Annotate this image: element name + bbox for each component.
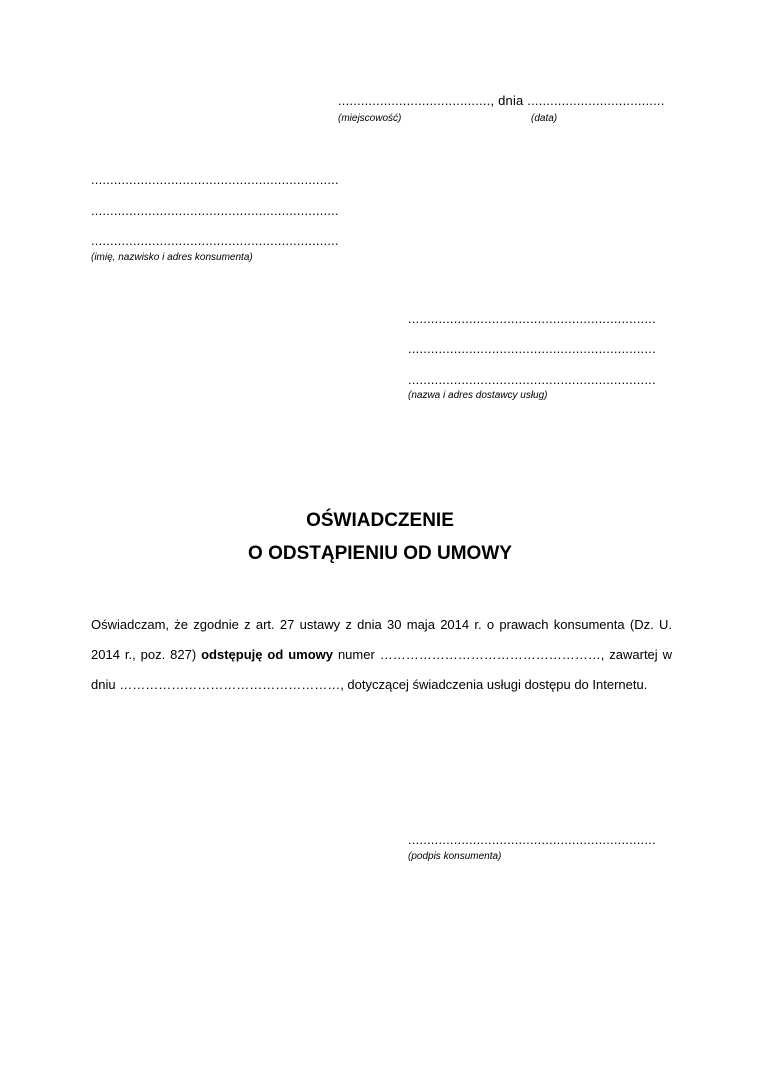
place-date-line: ........................................, dnia ....................................	[338, 93, 665, 108]
document-title-line-1: OŚWIADCZENIE	[306, 510, 454, 531]
signature-caption: (podpis konsumenta)	[408, 851, 502, 862]
statement-text-part-1: Oświadczam, że zgodnie z art. 27 ustawy z dnia 30 maja 2014 r. o prawach konsumenta (Dz. U. 2014 r., poz. 827)	[91, 617, 672, 662]
provider-caption: (nazwa i adres dostawcy usług)	[408, 390, 548, 401]
statement-text-part-2: numer ……………………………………………, zawartej w dniu ……………………………………………, dotyczącej świadczenia usługi dostępu do Internetu.	[91, 647, 672, 692]
consumer-line-3: .................................................................	[91, 233, 339, 248]
provider-line-2: .................................................................	[408, 341, 656, 356]
date-caption: (data)	[531, 113, 558, 124]
provider-line-1: .................................................................	[408, 311, 656, 326]
statement-bold-text: odstępuję od umowy	[201, 647, 334, 662]
provider-line-3: .................................................................	[408, 372, 656, 387]
document-title-line-2: O ODSTĄPIENIU OD UMOWY	[248, 543, 512, 564]
place-caption: (miejscowość)	[338, 113, 402, 124]
statement-paragraph	[91, 610, 672, 700]
consumer-line-2: .................................................................	[91, 203, 339, 218]
consumer-caption: (imię, nazwisko i adres konsumenta)	[91, 252, 253, 263]
consumer-line-1: .................................................................	[91, 172, 339, 187]
signature-line: .................................................................	[408, 832, 656, 847]
